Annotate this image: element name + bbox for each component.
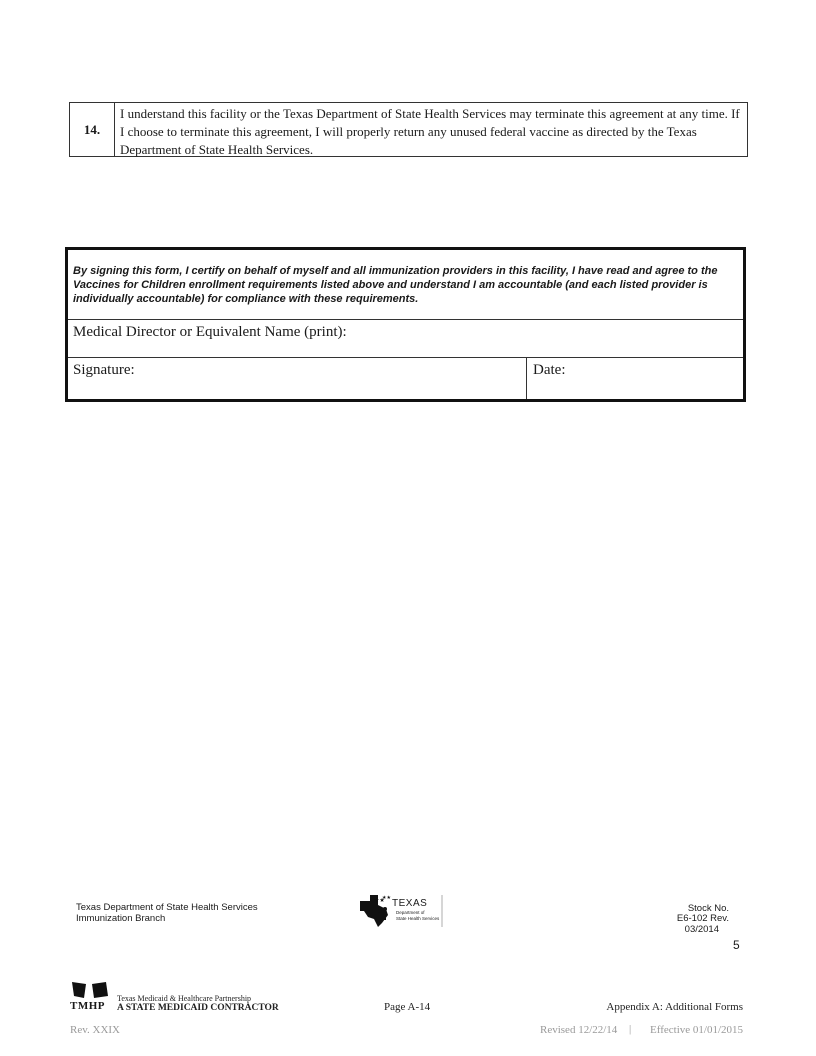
logo-subtext-1: Department of xyxy=(396,910,425,915)
tmhp-subtitle: A STATE MEDICAID CONTRACTOR xyxy=(117,1003,279,1013)
footer-separator: | xyxy=(629,1023,632,1035)
tmhp-logo xyxy=(70,980,110,1014)
texas-dshs-logo xyxy=(358,893,444,929)
tmhp-name: Texas Medicaid & Healthcare Partnership xyxy=(117,994,252,1003)
stock-number: E6-102 Rev. xyxy=(676,913,729,924)
logo-text: TEXAS xyxy=(392,898,428,909)
tmhp-abbrev: TMHP xyxy=(70,1000,105,1012)
revision-number: Rev. XXIX xyxy=(70,1024,120,1036)
agreement-item-14 xyxy=(69,102,748,157)
stock-label: Stock No. xyxy=(687,903,729,914)
section-title: Appendix A: Additional Forms xyxy=(606,1001,743,1013)
agency-name: Texas Department of State Health Services xyxy=(76,902,258,913)
divider xyxy=(526,357,527,399)
medical-director-name-field[interactable]: Medical Director or Equivalent Name (print): xyxy=(73,324,347,340)
item-number: 14. xyxy=(70,103,115,156)
certification-statement: By signing this form, I certify on behalf of myself and all immunization providers in this facility, I have read and agree to the Vaccines for Children enrollment requirements listed above and understand I am accountable (and each listed provider is individually accountable) for compliance with these requirements. xyxy=(73,265,718,305)
svg-text:★★: ★★ xyxy=(382,895,391,901)
stock-date: 03/2014 xyxy=(684,924,719,935)
page-label: Page A-14 xyxy=(384,1001,431,1013)
form-page-number: 5 xyxy=(733,938,740,952)
svg-text:★★: ★★ xyxy=(374,897,385,904)
agency-branch: Immunization Branch xyxy=(76,913,166,924)
effective-date: Effective 01/01/2015 xyxy=(650,1024,743,1036)
date-field[interactable]: Date: xyxy=(533,362,566,378)
logo-subtext-2: State Health Services xyxy=(396,916,440,921)
item-text: I understand this facility or the Texas Department of State Health Services may terminate this agreement at any time. If I choose to terminate this agreement, I will properly return any unused federal vaccine as directed by the Texas Department of State Health Services. xyxy=(120,106,740,157)
divider xyxy=(68,319,743,320)
signature-field[interactable]: Signature: xyxy=(73,362,135,378)
revised-date: Revised 12/22/14 xyxy=(540,1024,618,1036)
divider xyxy=(68,357,743,358)
certification-block xyxy=(65,247,746,402)
